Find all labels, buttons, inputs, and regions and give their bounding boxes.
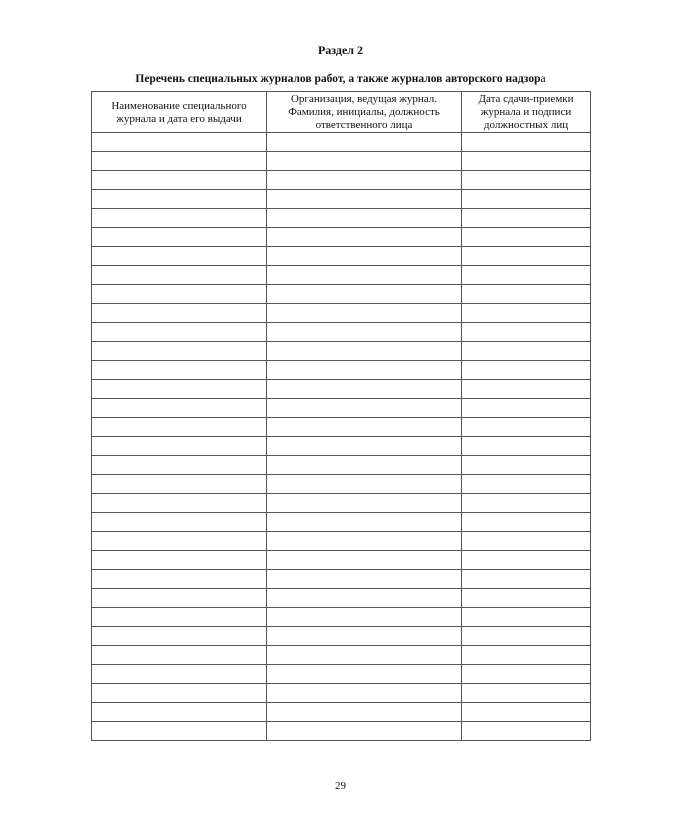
table-cell[interactable]: [267, 589, 462, 608]
table-cell[interactable]: [267, 304, 462, 323]
table-cell[interactable]: [462, 323, 591, 342]
header-line: должностных лиц: [483, 119, 569, 131]
journals-table: [91, 91, 591, 741]
table-cell[interactable]: [92, 171, 267, 190]
table-cell[interactable]: [92, 247, 267, 266]
table-cell[interactable]: [267, 323, 462, 342]
table-row: [92, 152, 591, 171]
header-line: Наименование специального: [111, 99, 247, 112]
table-cell[interactable]: [92, 475, 267, 494]
table-cell[interactable]: [462, 722, 591, 741]
table-cell[interactable]: [92, 209, 267, 228]
table-cell[interactable]: [92, 665, 267, 684]
table-cell[interactable]: [462, 247, 591, 266]
table-row: [92, 684, 591, 703]
table-cell[interactable]: [462, 171, 591, 190]
table-row: [92, 190, 591, 209]
table-cell[interactable]: [462, 266, 591, 285]
table-cell[interactable]: [92, 437, 267, 456]
table-cell[interactable]: [462, 551, 591, 570]
table-header-row: [92, 92, 591, 133]
header-line: ответственного лица: [315, 119, 413, 131]
table-cell[interactable]: [267, 228, 462, 247]
table-cell[interactable]: [92, 323, 267, 342]
column-header-handover-date: [462, 92, 591, 133]
table-row: [92, 285, 591, 304]
table-cell[interactable]: [92, 133, 267, 152]
table-cell[interactable]: [462, 513, 591, 532]
table-cell[interactable]: [267, 608, 462, 627]
table-row: [92, 266, 591, 285]
table-cell[interactable]: [267, 684, 462, 703]
table-cell[interactable]: [92, 551, 267, 570]
table-row: [92, 171, 591, 190]
document-heading-main: Перечень специальных журналов работ, а также журналов авторского надзор: [135, 73, 541, 85]
table-cell[interactable]: [267, 152, 462, 171]
table-cell[interactable]: [267, 266, 462, 285]
table-row: [92, 228, 591, 247]
table-row: [92, 361, 591, 380]
table-cell[interactable]: [267, 171, 462, 190]
table-cell[interactable]: [267, 399, 462, 418]
table-cell[interactable]: [267, 361, 462, 380]
table-row: [92, 323, 591, 342]
section-title: Раздел 2: [317, 43, 364, 57]
table-row: [92, 380, 591, 399]
column-header-organization: [267, 92, 462, 133]
table-cell[interactable]: [92, 589, 267, 608]
table-cell[interactable]: [92, 228, 267, 247]
table-cell[interactable]: [462, 285, 591, 304]
table-row: [92, 532, 591, 551]
table-cell[interactable]: [92, 380, 267, 399]
header-line: журнала и подписи: [480, 106, 572, 118]
table-row: [92, 342, 591, 361]
header-line: Фамилия, инициалы, должность: [288, 106, 440, 118]
table-cell[interactable]: [462, 608, 591, 627]
table-cell[interactable]: [92, 703, 267, 722]
table-cell[interactable]: [92, 513, 267, 532]
table-cell[interactable]: [462, 399, 591, 418]
table-cell[interactable]: [92, 627, 267, 646]
table-row: [92, 570, 591, 589]
header-line: Дата сдачи-приемки: [478, 93, 574, 105]
table-cell[interactable]: [462, 418, 591, 437]
table-cell[interactable]: [462, 494, 591, 513]
table-cell[interactable]: [267, 570, 462, 589]
table-cell[interactable]: [462, 209, 591, 228]
table-cell[interactable]: [462, 380, 591, 399]
table-cell[interactable]: [92, 152, 267, 171]
table-cell[interactable]: [462, 627, 591, 646]
table-cell[interactable]: [462, 703, 591, 722]
table-cell[interactable]: [462, 152, 591, 171]
table-cell[interactable]: [267, 209, 462, 228]
table-cell[interactable]: [267, 627, 462, 646]
table-cell[interactable]: [462, 532, 591, 551]
table-row: [92, 703, 591, 722]
table-row: [92, 247, 591, 266]
table-cell[interactable]: [462, 684, 591, 703]
table-cell[interactable]: [267, 342, 462, 361]
table-row: [92, 551, 591, 570]
table-row: [92, 456, 591, 475]
table-cell[interactable]: [462, 342, 591, 361]
table-cell[interactable]: [267, 513, 462, 532]
table-cell[interactable]: [92, 608, 267, 627]
table-cell[interactable]: [462, 190, 591, 209]
table-cell[interactable]: [267, 722, 462, 741]
table-cell[interactable]: [92, 285, 267, 304]
table-cell[interactable]: [92, 570, 267, 589]
table-cell[interactable]: [267, 703, 462, 722]
table-row: [92, 646, 591, 665]
table-row: [92, 589, 591, 608]
table-row: [92, 418, 591, 437]
table-cell[interactable]: [462, 475, 591, 494]
table-row: [92, 665, 591, 684]
table-cell[interactable]: [92, 399, 267, 418]
table-cell[interactable]: [92, 532, 267, 551]
table-cell[interactable]: [267, 494, 462, 513]
column-header-journal-name: [92, 92, 267, 133]
page-number: 29: [335, 780, 346, 792]
table-row: [92, 513, 591, 532]
document-heading: [0, 73, 681, 85]
table-row: [92, 627, 591, 646]
table-cell[interactable]: [92, 456, 267, 475]
table-row: [92, 304, 591, 323]
table-row: [92, 437, 591, 456]
table-body: [92, 133, 591, 741]
document-heading-tail: а: [540, 73, 546, 85]
table-cell[interactable]: [267, 437, 462, 456]
table-cell[interactable]: [92, 646, 267, 665]
table-cell[interactable]: [462, 133, 591, 152]
table-cell[interactable]: [267, 551, 462, 570]
table-cell[interactable]: [267, 285, 462, 304]
table-cell[interactable]: [267, 456, 462, 475]
table-cell[interactable]: [462, 361, 591, 380]
table-cell[interactable]: [92, 494, 267, 513]
table-cell[interactable]: [267, 665, 462, 684]
table-cell[interactable]: [462, 570, 591, 589]
table-cell[interactable]: [92, 418, 267, 437]
table-cell[interactable]: [92, 190, 267, 209]
table-cell[interactable]: [92, 342, 267, 361]
table-cell[interactable]: [267, 532, 462, 551]
header-line: журнала и дата его выдачи: [116, 112, 242, 125]
table-cell[interactable]: [92, 266, 267, 285]
table-cell[interactable]: [92, 684, 267, 703]
header-line: Организация, ведущая журнал.: [290, 93, 437, 105]
table-row: [92, 475, 591, 494]
table-row: [92, 722, 591, 741]
table-cell[interactable]: [267, 418, 462, 437]
table-cell[interactable]: [92, 304, 267, 323]
table-cell[interactable]: [462, 456, 591, 475]
table-cell[interactable]: [462, 646, 591, 665]
table-cell[interactable]: [267, 190, 462, 209]
table-row: [92, 399, 591, 418]
table-cell[interactable]: [267, 247, 462, 266]
table-cell[interactable]: [92, 361, 267, 380]
table-row: [92, 209, 591, 228]
table-cell[interactable]: [462, 304, 591, 323]
table-row: [92, 133, 591, 152]
table-row: [92, 494, 591, 513]
table-cell[interactable]: [92, 722, 267, 741]
table-cell[interactable]: [462, 589, 591, 608]
table-cell[interactable]: [267, 133, 462, 152]
table-cell[interactable]: [267, 646, 462, 665]
table-row: [92, 608, 591, 627]
table-cell[interactable]: [462, 665, 591, 684]
table-cell[interactable]: [267, 380, 462, 399]
table-cell[interactable]: [267, 475, 462, 494]
table-cell[interactable]: [462, 228, 591, 247]
table-cell[interactable]: [462, 437, 591, 456]
